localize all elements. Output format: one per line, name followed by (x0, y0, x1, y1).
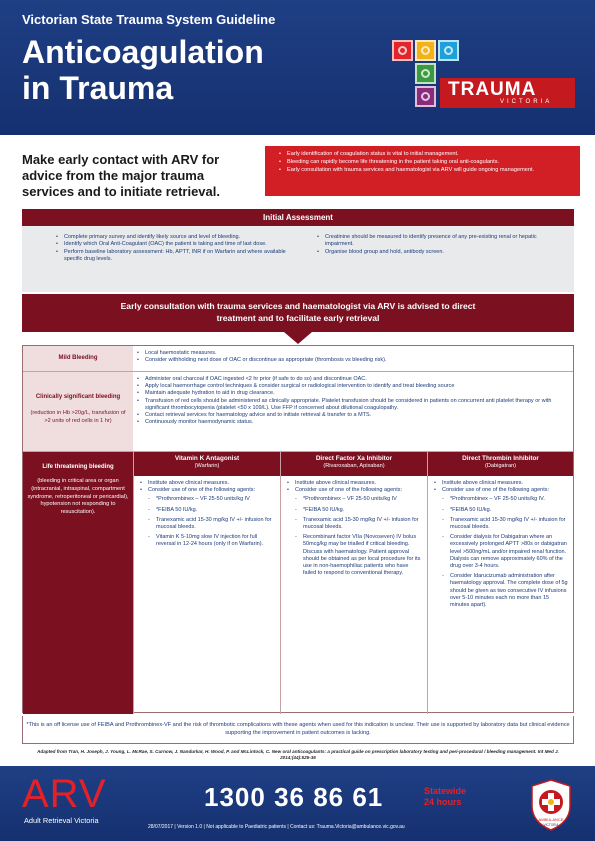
badge-subtext: VICTORIA (543, 823, 559, 827)
column-body (134, 476, 280, 549)
agent-item: - *Prothrombinex – VF 25-50 units/kg IV. (434, 496, 569, 503)
row-content (137, 376, 567, 426)
row-label-title: Life threatening bleeding (42, 464, 114, 470)
column-title: Direct Thrombin Inhibitor (462, 455, 539, 462)
agent-item: - *FEIBA 50 IU/kg. (434, 507, 569, 514)
guideline-kicker: Victorian State Trauma System Guideline (22, 12, 276, 27)
row-clinically-significant (23, 372, 573, 452)
column-title: Vitamin K Antagonist (174, 455, 240, 462)
row-label-title: Mild Bleeding (58, 355, 98, 361)
arv-logo: ARV (22, 772, 107, 816)
banner-line-1: Early consultation with trauma services and haematologist via ARV is advised to direct (120, 301, 476, 311)
row-life-threatening (23, 452, 573, 714)
page-title (22, 34, 264, 106)
list-item: • Apply local haemorrhage control techniques & consider surgical or radiological intervention to identify and treat bleeding source (137, 383, 567, 390)
alert-item: • Early consultation with trauma services and haematologist via ARV will guide ongoing management. (279, 166, 572, 174)
list-item: • Continuously monitor haemodynamic status. (137, 419, 567, 426)
initial-assessment-right (317, 234, 564, 288)
agent-item: - Recombinant factor VIIa (Novoseven) IV bolus 50mcg/kg may be trialled if critical bleeding. Discuss with haematology. Patient approval should be obtained as per local procedure for its use in non-haemophiliac patients who have failed to respond to conventional therapy. (287, 534, 423, 577)
list-item: • Consider use of one of the following agents: (140, 487, 276, 494)
column-body (428, 476, 573, 609)
agent-item: - Tranexamic acid 15-30 mg/kg IV +/- infusion for mucosal bleeds. (140, 517, 276, 531)
alert-item: • Early identification of coagulation status is vital to initial management. (279, 150, 572, 158)
logo-text: TRAUMA (448, 79, 537, 100)
list-item: • Consider withholding next dose of OAC or discontinue as appropriate (thrombosis vs bleeding risk). (137, 357, 567, 364)
statewide-label: Statewide (424, 786, 467, 796)
alert-item: • Bleeding can rapidly become life threatening in the patient taking oral anti-coagulants. (279, 158, 572, 166)
consultation-banner (22, 294, 574, 332)
footer-banner (0, 766, 595, 841)
footnote: *This is an off license use of FEIBA and Prothrombinex-VF and the risk of thrombotic complications with these agents when used for this indication is unclear. Their use is supported by laboratory data but clinical evidence supporting the improvement in patient outcomes is lacking. (22, 716, 574, 744)
column-subtitle: (Rivaroxaban, Apixaban) (323, 463, 385, 469)
list-item: • Consider use of one of the following agents: (287, 487, 423, 494)
badge-text: AMBULANCE (538, 817, 564, 822)
citation: Adapted from Tran, H. Joseph, J. Young, L. McRae, S. Curnow, J. Nandurkar, H. Wood, P. and McLintock, C. New oral anticoagulants: a practical guide on prescription laboratory testing and peri-procedural / bleeding management. Int Med J. 2014;(44):525-36 (37, 749, 559, 761)
agent-item: - *Prothrombinex – VF 25-50 units/kg IV (287, 496, 423, 503)
list-item: • Institute above clinical measures. (434, 480, 569, 487)
alert-box (265, 146, 580, 196)
title-line-1: Anticoagulation (22, 34, 264, 70)
list-item: • Organise blood group and hold, antibody screen. (317, 249, 564, 256)
list-item: • Local haemostatic measures. (137, 350, 567, 357)
agent-item: - *FEIBA 50 IU/kg. (140, 507, 276, 514)
availability (424, 786, 466, 808)
column-subtitle: (Warfarin) (194, 463, 220, 469)
row-content (137, 350, 567, 364)
agent-item: - Tranexamic acid 15-30 mg/kg IV +/- infusion for mucosal bleeds. (287, 517, 423, 531)
row-label-title: Clinically significant bleeding (35, 394, 121, 400)
list-item: • Institute above clinical measures. (287, 480, 423, 487)
list-item: • Administer oral charcoal if OAC ingested <2 hr prior (if safe to do so) and discontinue OAC. (137, 376, 567, 383)
bleeding-management-table (22, 345, 574, 713)
list-item: • Institute above clinical measures. (140, 480, 276, 487)
row-mild-bleeding (23, 346, 573, 372)
column-header (134, 452, 280, 476)
initial-assessment-heading: Initial Assessment (22, 209, 574, 226)
agent-item: - *Prothrombinex – VF 25-50 units/kg IV (140, 496, 276, 503)
down-arrow-icon (284, 332, 312, 344)
arv-subtitle: Adult Retrieval Victoria (24, 816, 99, 825)
row-label (23, 372, 133, 451)
agent-item: - Consider Idarucizumab administration after haematology approval. The complete dose of 5g should be given as two consecutive IV infusions over 5-10 minutes each no more than 15 minutes apart). (434, 573, 569, 609)
column-factor-xa-inhibitor (280, 452, 427, 714)
list-item: • Consider use of one of the following agents: (434, 487, 569, 494)
logo-subtext: VICTORIA (500, 99, 553, 105)
banner-line-2: treatment and to facilitate early retrieval (216, 313, 380, 323)
agent-item: - *FEIBA 50 IU/kg. (287, 507, 423, 514)
row-label-criteria: (bleeding in critical area or organ (intracranial, intraspinal, compartment syndrome, retroperitoneal or pericardial), hypotension not responding to resuscitation). (27, 478, 129, 516)
header-banner (0, 0, 595, 135)
title-line-2: in Trauma (22, 70, 174, 106)
column-thrombin-inhibitor (427, 452, 573, 714)
hours-label: 24 hours (424, 797, 462, 807)
list-item: • Contact retrieval services for haematology advice and to initiate retrieval & transfer to a MTS. (137, 412, 567, 419)
column-title: Direct Factor Xa Inhibitor (315, 455, 393, 462)
trauma-victoria-wordmark (440, 78, 575, 108)
list-item: • Creatinine should be measured to identify presence of any pre-existing renal or hepatic impairment. (317, 234, 564, 249)
list-item: • Transfusion of red cells should be administered as clinically appropriate. Platelet transfusion should be considered in patients on concurrent anti platelet therapy or with significant thrombocytopenia (platelet <50 x 109/L). Use FFP if concerned about dilutional coagulopathy. (137, 398, 567, 412)
footer-meta: 28/07/2017 | Version 1.0 | Not applicable to Paediatric patients | Contact us: Trauma.Victoria@ambulance.vic.gov.au (148, 824, 405, 830)
agent-item: - Vitamin K 5-10mg slow IV injection for full reversal in 12-24 hours (only if on Warfarin). (140, 534, 276, 548)
column-vitamin-k-antagonist (133, 452, 280, 714)
intro-statement: Make early contact with ARV for advice from the major trauma services and to initiate retrieval. (22, 152, 220, 199)
initial-assessment-panel (22, 226, 574, 292)
row-label (23, 346, 133, 371)
ambulance-victoria-badge-icon (528, 778, 574, 832)
list-item: • Identify which Oral Anti-Coagulant (OAC) the patient is taking and time of last dose. (56, 241, 303, 248)
agent-item: - Consider dialysis for Dabigatran where an excessively prolonged APTT >80s or dabigatran level >500ng/mL and/or impaired renal function. Dialysis can remove approximately 60% of the drug over 3-4 hours. (434, 534, 569, 570)
row-label-criteria: (reduction in Hb >20g/L, transfusion of >2 units of red cells in 1 hr) (30, 410, 126, 424)
column-header (428, 452, 573, 476)
agent-item: - Tranexamic acid 15-30 mg/kg IV +/- infusion for mucosal bleeds. (434, 517, 569, 531)
column-header (281, 452, 427, 476)
list-item: • Perform baseline laboratory assessment: Hb, APTT, INR if on Warfarin and where available specific drug levels. (56, 249, 303, 264)
row-label (23, 452, 133, 714)
column-subtitle: (Dabigatran) (484, 463, 517, 469)
initial-assessment-left (56, 234, 303, 288)
list-item: • Maintain adequate hydration to aid in drug clearance. (137, 390, 567, 397)
phone-number: 1300 36 86 61 (204, 782, 384, 812)
list-item: • Complete primary survey and identify likely source and level of bleeding. (56, 234, 303, 241)
column-body (281, 476, 427, 577)
